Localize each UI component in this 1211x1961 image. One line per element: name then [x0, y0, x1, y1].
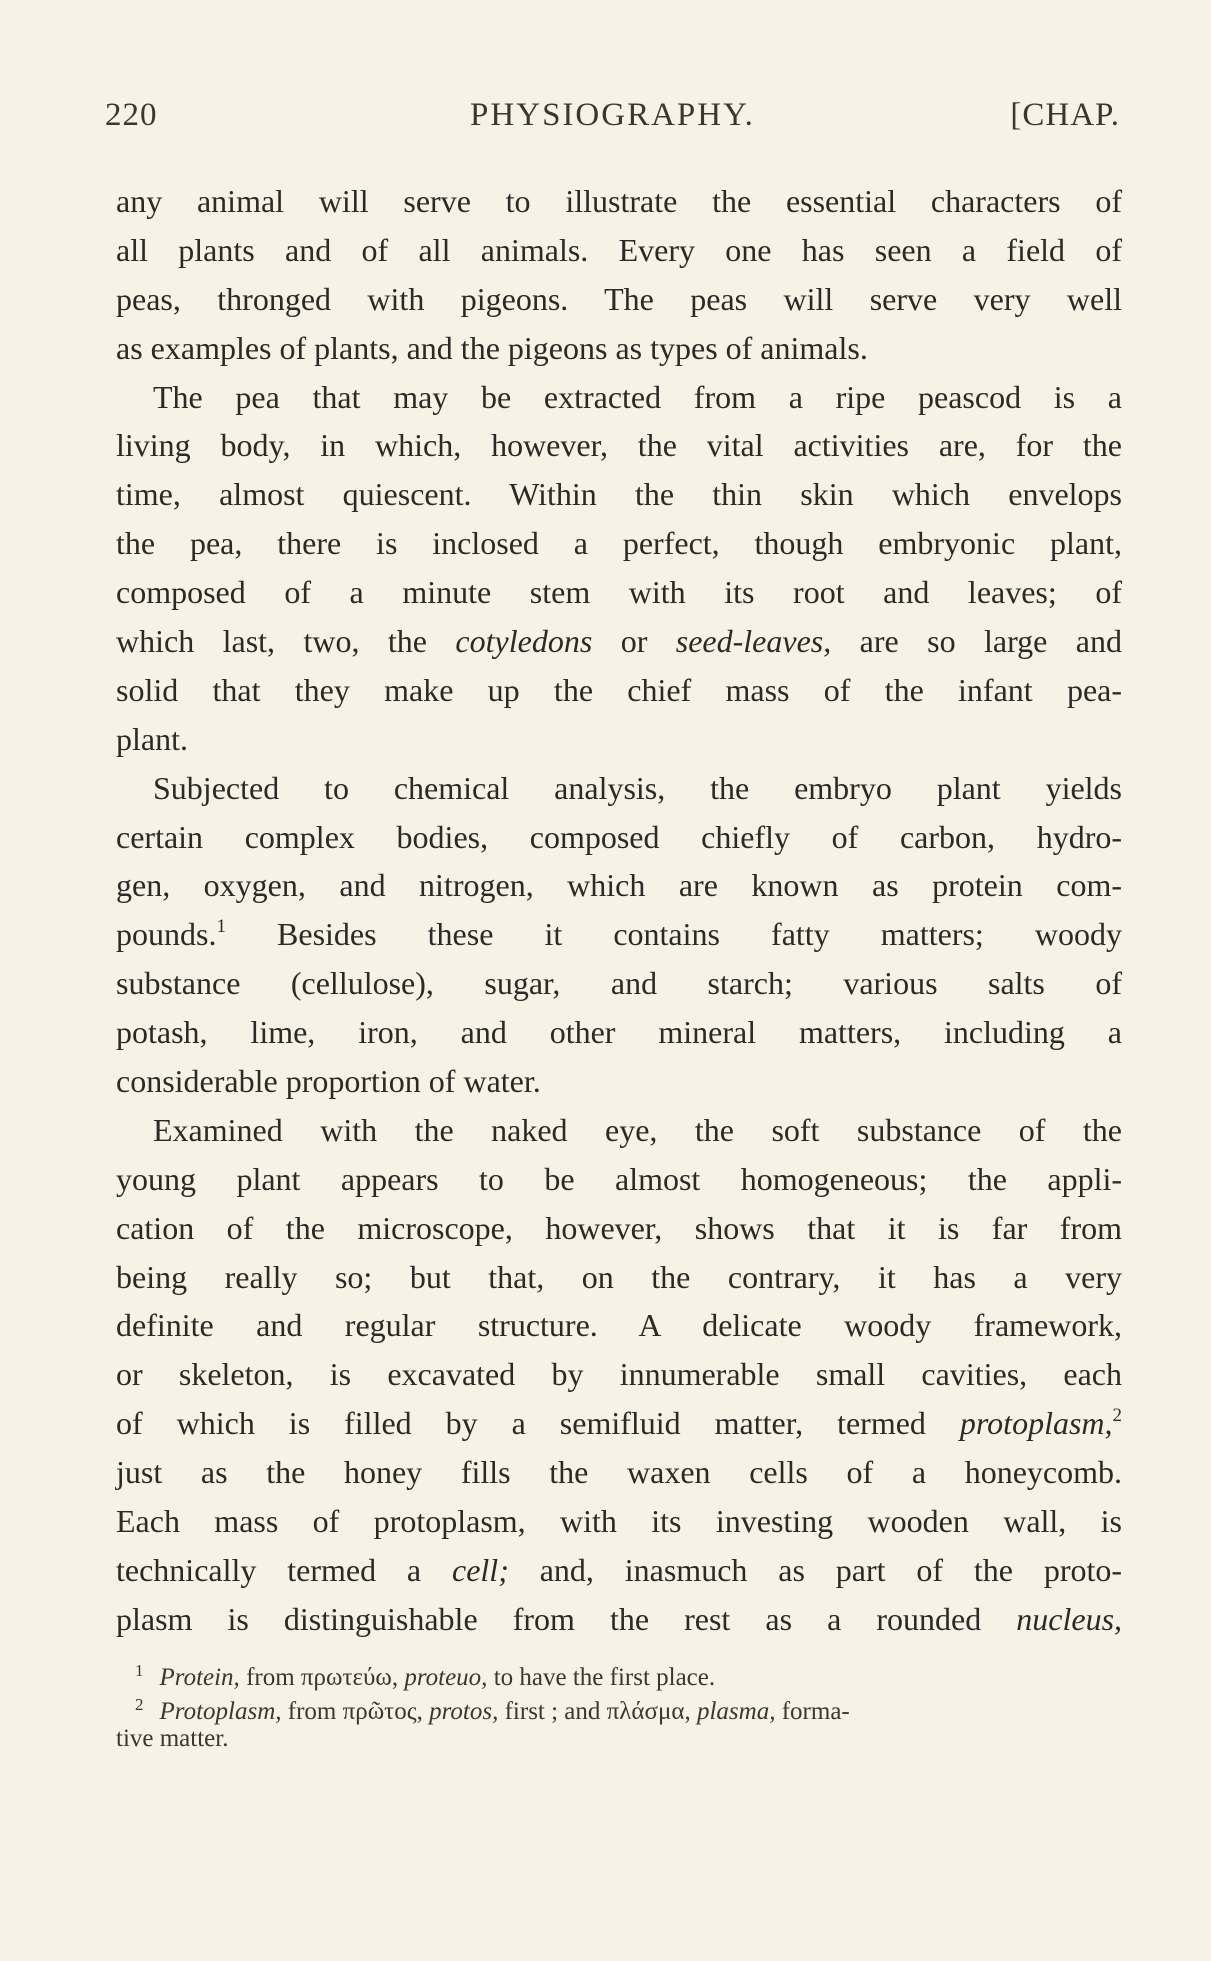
body-text — [116, 177, 1122, 1644]
footnotes — [116, 1654, 1122, 1756]
text-run: plasm is distinguishable from the rest as a rounded — [116, 1600, 982, 1637]
footnote-text: forma- — [781, 1698, 850, 1725]
running-title: PHYSIOGRAPHY. — [470, 97, 755, 133]
footnote-2 — [116, 1688, 1122, 1725]
chapter-marker: [CHAP. — [1010, 97, 1120, 133]
italic-term-cotyledons: cotyledons — [455, 623, 593, 660]
text-run: Besides these it contains fatty matters; woody — [277, 916, 1123, 953]
footnote-text: from πρῶτος, — [287, 1698, 423, 1725]
text-line: composed of a minute stem with its root and leaves; of — [116, 574, 1122, 611]
footnote-ref-1: 1 — [216, 916, 226, 938]
footnote-term: plasma, — [696, 1698, 776, 1725]
footnote-term: Protein, — [159, 1664, 240, 1691]
text-line — [116, 910, 1122, 959]
footnote-2-continued: tive matter. — [116, 1725, 229, 1752]
text-line: definite and regular structure. A delicate woody framework, — [116, 1307, 1122, 1344]
text-line: Subjected to chemical analysis, the embryo plant yields — [153, 769, 1122, 806]
text-run: are so large and — [859, 623, 1123, 660]
text-line: Examined with the naked eye, the soft substance of the — [153, 1111, 1122, 1148]
footnote-text: from πρωτεύω, — [246, 1664, 399, 1691]
footnote-ref-2: 2 — [1112, 1405, 1123, 1427]
footnote-term: protos, — [429, 1698, 499, 1725]
text-run: of which is filled by a semifluid matter, termed — [116, 1405, 926, 1442]
footnote-term: proteuo, — [404, 1664, 488, 1691]
italic-term-nucleus: nucleus, — [1016, 1600, 1123, 1637]
text-line: solid that they make up the chief mass of the infant pea- — [116, 671, 1122, 708]
text-run: or — [620, 623, 648, 660]
text-line: substance (cellulose), sugar, and starch; various salts of — [116, 965, 1122, 1002]
footnote-number: 2 — [135, 1695, 144, 1714]
text-line: gen, oxygen, and nitrogen, which are known as protein com- — [116, 867, 1122, 904]
text-line: living body, in which, however, the vital activities are, for the — [116, 427, 1122, 464]
footnote-text: first ; and πλάσμα, — [504, 1698, 691, 1725]
italic-term-protoplasm: protoplasm, — [959, 1405, 1113, 1442]
text-line: as examples of plants, and the pigeons as types of animals. — [116, 329, 868, 366]
text-run: technically termed a — [116, 1551, 422, 1588]
footnote-1 — [116, 1654, 1122, 1691]
italic-term-seed-leaves: seed-leaves, — [675, 623, 832, 660]
text-line: or skeleton, is excavated by innumerable small cavities, each — [116, 1356, 1122, 1393]
footnote-text: to have the first place. — [493, 1664, 716, 1691]
text-line: The pea that may be extracted from a ripe peascod is a — [153, 378, 1122, 415]
text-line — [116, 617, 1122, 666]
page-number: 220 — [105, 97, 158, 133]
text-line: certain complex bodies, composed chiefly of carbon, hydro- — [116, 818, 1122, 855]
footnote-number: 1 — [135, 1661, 144, 1680]
text-line: any animal will serve to illustrate the essential characters of — [116, 183, 1122, 219]
text-line — [116, 1595, 1122, 1644]
text-line: peas, thronged with pigeons. The peas will serve very well — [116, 280, 1122, 317]
text-line: being really so; but that, on the contrary, it has a very — [116, 1258, 1122, 1295]
text-line: plant. — [116, 720, 188, 757]
text-line: time, almost quiescent. Within the thin skin which envelops — [116, 476, 1122, 513]
text-line: young plant appears to be almost homogeneous; the appli- — [116, 1160, 1122, 1197]
text-run: pounds. — [116, 916, 217, 953]
text-line: Each mass of protoplasm, with its investing wooden wall, is — [116, 1503, 1122, 1540]
text-line: potash, lime, iron, and other mineral matters, including a — [116, 1014, 1122, 1051]
text-line: all plants and of all animals. Every one has seen a field of — [116, 231, 1122, 268]
text-run: which last, two, the — [116, 623, 427, 660]
text-line — [116, 1546, 1122, 1595]
running-header — [105, 97, 1120, 141]
italic-term-cell: cell; — [452, 1551, 509, 1588]
text-line: considerable proportion of water. — [116, 1063, 541, 1100]
text-line: the pea, there is inclosed a perfect, though embryonic plant, — [116, 525, 1122, 562]
text-run: and, inasmuch as part of the proto- — [539, 1551, 1123, 1588]
footnote-term: Protoplasm, — [159, 1698, 282, 1725]
text-line: just as the honey fills the waxen cells of a honeycomb. — [116, 1454, 1122, 1491]
text-line — [116, 1399, 1122, 1448]
text-line: cation of the microscope, however, shows that it is far from — [116, 1209, 1122, 1246]
